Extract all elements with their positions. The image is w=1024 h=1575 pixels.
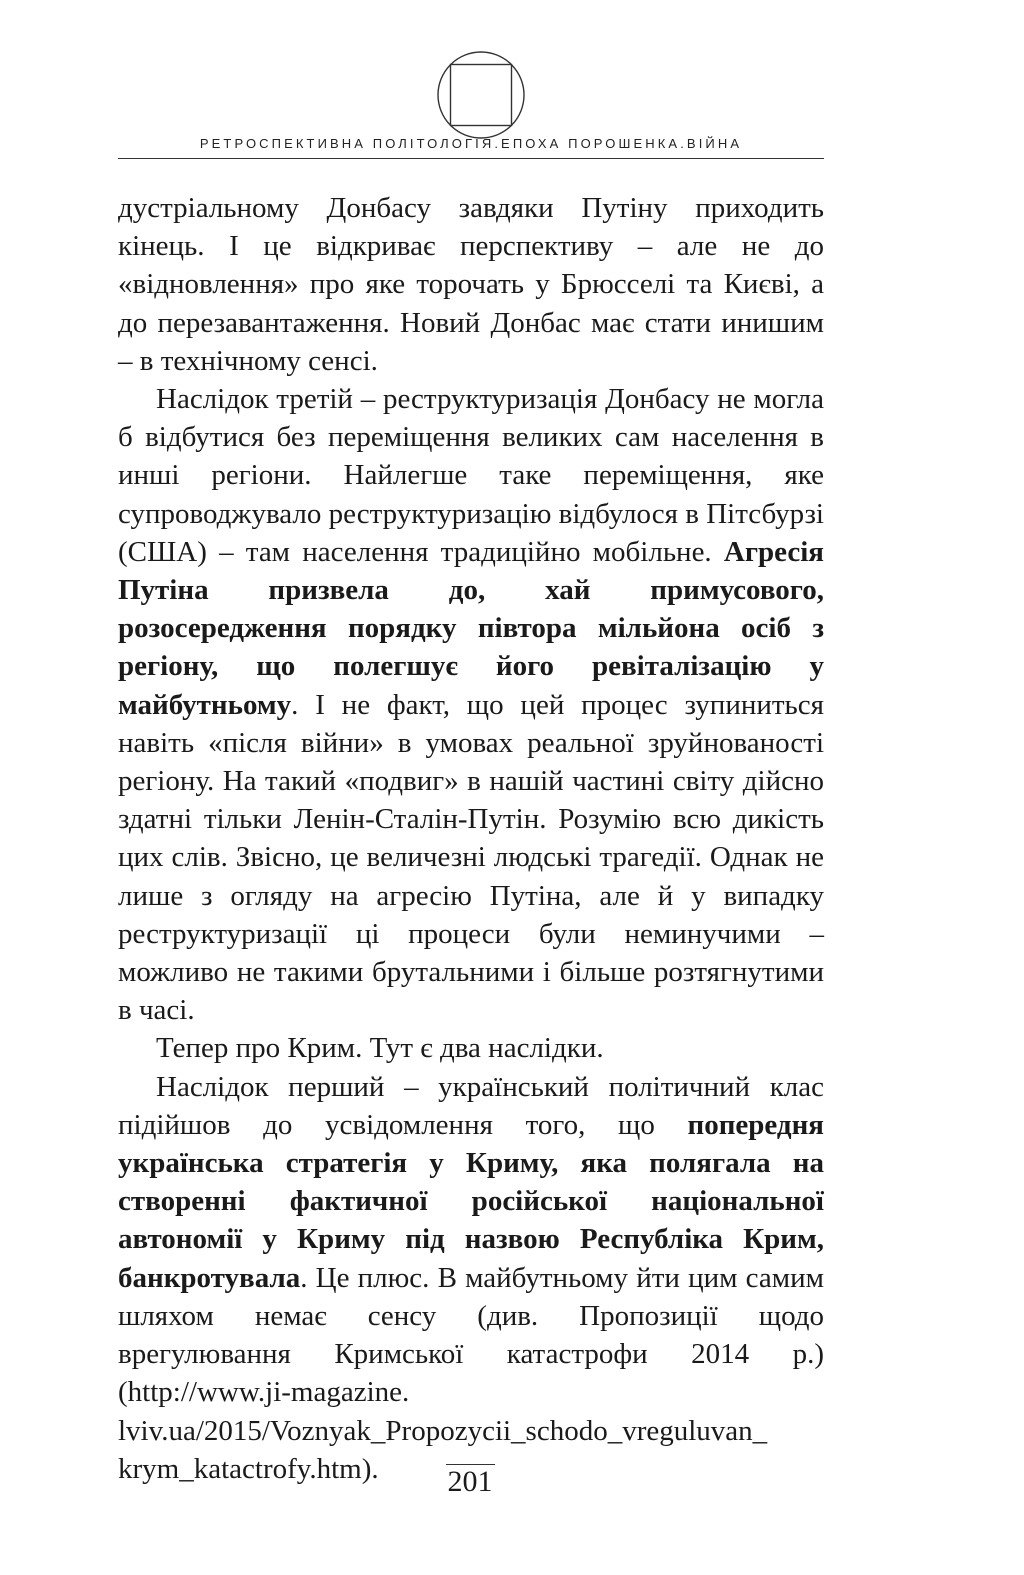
paragraph xyxy=(118,380,824,1029)
bold-text: попередня українська стратегія у Криму, яка полягала на створенні фактичної російської національної автономії у Криму під назвою Республіка Крим, банкротувала xyxy=(118,1108,824,1294)
circle-square-emblem-icon xyxy=(436,50,526,140)
page-number: 201 xyxy=(447,1465,493,1498)
text-run: дустріальному Донбасу завдяки Путіну приходить кінець. І це відкриває перспективу – але не до «відновлення» про яке торочать у Брюсселі та Києві, а до перезавантаження. Новий Донбас має стати инишим – в технічному сенсі. xyxy=(118,192,824,377)
bold-text: Агресія Путіна призвела до, хай примусового, розосередження порядку півтора мільйона осіб з регіону, що полегшує його ревіталізацію у майбутньому xyxy=(118,535,824,721)
text-run: . І не факт, що цей процес зупиниться навіть «після війни» в умовах реальної зруйнованості регіону. На такий «подвиг» в нашій частині світу дійсно здатні тільки Ленін-Сталін-Путін. Розумію всю дикість цих слів. Звісно, це величезні людські трагедії. Однак не лише з огляду на агресію Путіна, але й у випадку реструктуризації ці процеси були неминучими – можливо не такими брутальними і більше розтягнутими в часі. xyxy=(118,688,824,1027)
text-run: Наслідок третій – реструктуризація Донбасу не могла б відбутися без переміщення великих сам населення в инші регіони. Найлегше таке переміщення, яке супроводжувало реструктуризацію відбулося в Пітсбурзі (США) – там населення традиційно мобільне. xyxy=(118,383,824,568)
paragraph xyxy=(118,189,824,380)
body-text xyxy=(118,189,824,1488)
paragraph xyxy=(118,1029,824,1067)
text-run: Наслідок перший – український політичний клас підійшов до усвідомлення того, що xyxy=(118,1070,824,1141)
paragraph xyxy=(118,1068,824,1488)
page-number-container xyxy=(0,1465,940,1499)
text-run: Тепер про Крим. Тут є два наслідки. xyxy=(156,1032,604,1065)
header-rule xyxy=(118,158,824,159)
running-head: РЕТРОСПЕКТИВНА ПОЛІТОЛОГІЯ.ЕПОХА ПОРОШЕНКА.ВІЙНА xyxy=(199,136,743,151)
text-run: . Це плюс. В майбутньому йти цим самим шляхом немає сенсу (див. Пропозиції щодо врегулювання Кримської катастрофи 2014 р.) (http://www.ji-magazine. lviv.ua/2015/Voznyak_Propozycii_schodo_vreguluvan_ krym_katactrofy.htm). xyxy=(118,1261,824,1485)
